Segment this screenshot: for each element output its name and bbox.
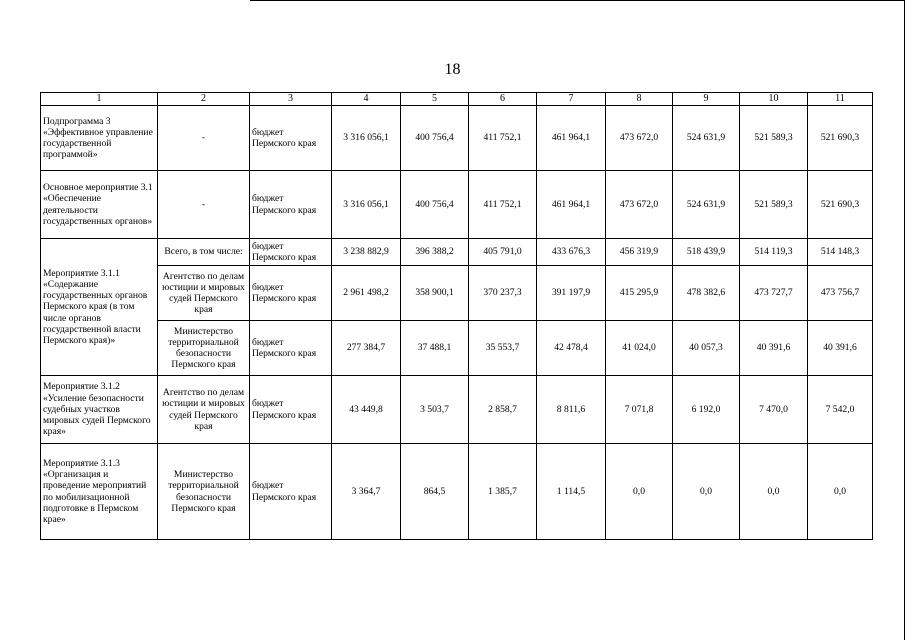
scan-top-edge: [250, 0, 905, 1]
executor-cell: Агентство по делам юстиции и мировых судей Пермского края: [158, 376, 250, 444]
value-cell: 461 964,1: [537, 106, 606, 171]
value-cell: 400 756,4: [401, 106, 469, 171]
program-name: Мероприятие 3.1.1 «Содержание государственных органов Пермского края (в том числе органов государственной власти Пермского края)»: [41, 239, 158, 376]
budget-table: [40, 92, 873, 540]
value-cell: 7 542,0: [808, 376, 873, 444]
table-row: [41, 239, 873, 266]
value-cell: 524 631,9: [673, 171, 740, 239]
value-cell: 6 192,0: [673, 376, 740, 444]
table-row: [41, 321, 873, 376]
value-cell: 7 470,0: [740, 376, 808, 444]
value-cell: 7 071,8: [606, 376, 673, 444]
program-name: Мероприятие 3.1.3 «Организация и проведение мероприятий по мобилизационной подготовке в Пермском крае»: [41, 444, 158, 540]
table-row: [41, 106, 873, 171]
header-row: [41, 93, 873, 106]
value-cell: 473 672,0: [606, 171, 673, 239]
executor-cell: -: [158, 106, 250, 171]
value-cell: 524 631,9: [673, 106, 740, 171]
program-name: Мероприятие 3.1.2 «Усиление безопасности судебных участков мировых судей Пермского края»: [41, 376, 158, 444]
value-cell: 0,0: [740, 444, 808, 540]
funding-source: бюджет Пермского края: [250, 444, 332, 540]
funding-source: бюджет Пермского края: [250, 171, 332, 239]
value-cell: 0,0: [673, 444, 740, 540]
value-cell: 396 388,2: [401, 239, 469, 266]
value-cell: 461 964,1: [537, 171, 606, 239]
executor-cell: Министерство территориальной безопасности Пермского края: [158, 444, 250, 540]
funding-source: бюджет Пермского края: [250, 376, 332, 444]
header-cell: 1: [41, 93, 158, 106]
value-cell: 41 024,0: [606, 321, 673, 376]
value-cell: 42 478,4: [537, 321, 606, 376]
value-cell: 277 384,7: [332, 321, 401, 376]
value-cell: 391 197,9: [537, 266, 606, 321]
funding-source: бюджет Пермского края: [250, 239, 332, 266]
header-cell: 11: [808, 93, 873, 106]
header-cell: 4: [332, 93, 401, 106]
header-cell: 9: [673, 93, 740, 106]
value-cell: 358 900,1: [401, 266, 469, 321]
value-cell: 456 319,9: [606, 239, 673, 266]
header-cell: 8: [606, 93, 673, 106]
header-cell: 3: [250, 93, 332, 106]
value-cell: 3 238 882,9: [332, 239, 401, 266]
table-row: [41, 444, 873, 540]
table-row: [41, 266, 873, 321]
value-cell: 521 589,3: [740, 106, 808, 171]
value-cell: 514 148,3: [808, 239, 873, 266]
value-cell: 521 690,3: [808, 171, 873, 239]
value-cell: 1 114,5: [537, 444, 606, 540]
table-row: [41, 171, 873, 239]
header-cell: 6: [469, 93, 537, 106]
value-cell: 405 791,0: [469, 239, 537, 266]
table-row: [41, 376, 873, 444]
executor-cell: -: [158, 171, 250, 239]
value-cell: 411 752,1: [469, 106, 537, 171]
value-cell: 478 382,6: [673, 266, 740, 321]
value-cell: 864,5: [401, 444, 469, 540]
program-name: Основное мероприятие 3.1 «Обеспечение деятельности государственных органов»: [41, 171, 158, 239]
executor-cell: Агентство по делам юстиции и мировых судей Пермского края: [158, 266, 250, 321]
header-cell: 2: [158, 93, 250, 106]
header-cell: 7: [537, 93, 606, 106]
value-cell: 35 553,7: [469, 321, 537, 376]
page-number: 18: [444, 61, 461, 78]
value-cell: 415 295,9: [606, 266, 673, 321]
value-cell: 514 119,3: [740, 239, 808, 266]
value-cell: 40 391,6: [740, 321, 808, 376]
executor-cell: Министерство территориальной безопасности Пермского края: [158, 321, 250, 376]
value-cell: 40 057,3: [673, 321, 740, 376]
value-cell: 40 391,6: [808, 321, 873, 376]
value-cell: 473 756,7: [808, 266, 873, 321]
value-cell: 473 727,7: [740, 266, 808, 321]
value-cell: 521 589,3: [740, 171, 808, 239]
value-cell: 370 237,3: [469, 266, 537, 321]
value-cell: 400 756,4: [401, 171, 469, 239]
value-cell: 3 503,7: [401, 376, 469, 444]
funding-source: бюджет Пермского края: [250, 266, 332, 321]
value-cell: 3 364,7: [332, 444, 401, 540]
value-cell: 0,0: [808, 444, 873, 540]
value-cell: 8 811,6: [537, 376, 606, 444]
value-cell: 518 439,9: [673, 239, 740, 266]
value-cell: 521 690,3: [808, 106, 873, 171]
value-cell: 3 316 056,1: [332, 171, 401, 239]
header-cell: 10: [740, 93, 808, 106]
value-cell: 411 752,1: [469, 171, 537, 239]
program-name: Подпрограмма 3 «Эффективное управление государственной программой»: [41, 106, 158, 171]
value-cell: 0,0: [606, 444, 673, 540]
value-cell: 473 672,0: [606, 106, 673, 171]
value-cell: 37 488,1: [401, 321, 469, 376]
header-cell: 5: [401, 93, 469, 106]
value-cell: 2 961 498,2: [332, 266, 401, 321]
value-cell: 3 316 056,1: [332, 106, 401, 171]
value-cell: 1 385,7: [469, 444, 537, 540]
funding-source: бюджет Пермского края: [250, 321, 332, 376]
value-cell: 433 676,3: [537, 239, 606, 266]
value-cell: 43 449,8: [332, 376, 401, 444]
funding-source: бюджет Пермского края: [250, 106, 332, 171]
value-cell: 2 858,7: [469, 376, 537, 444]
executor-cell: Всего, в том числе:: [158, 239, 250, 266]
